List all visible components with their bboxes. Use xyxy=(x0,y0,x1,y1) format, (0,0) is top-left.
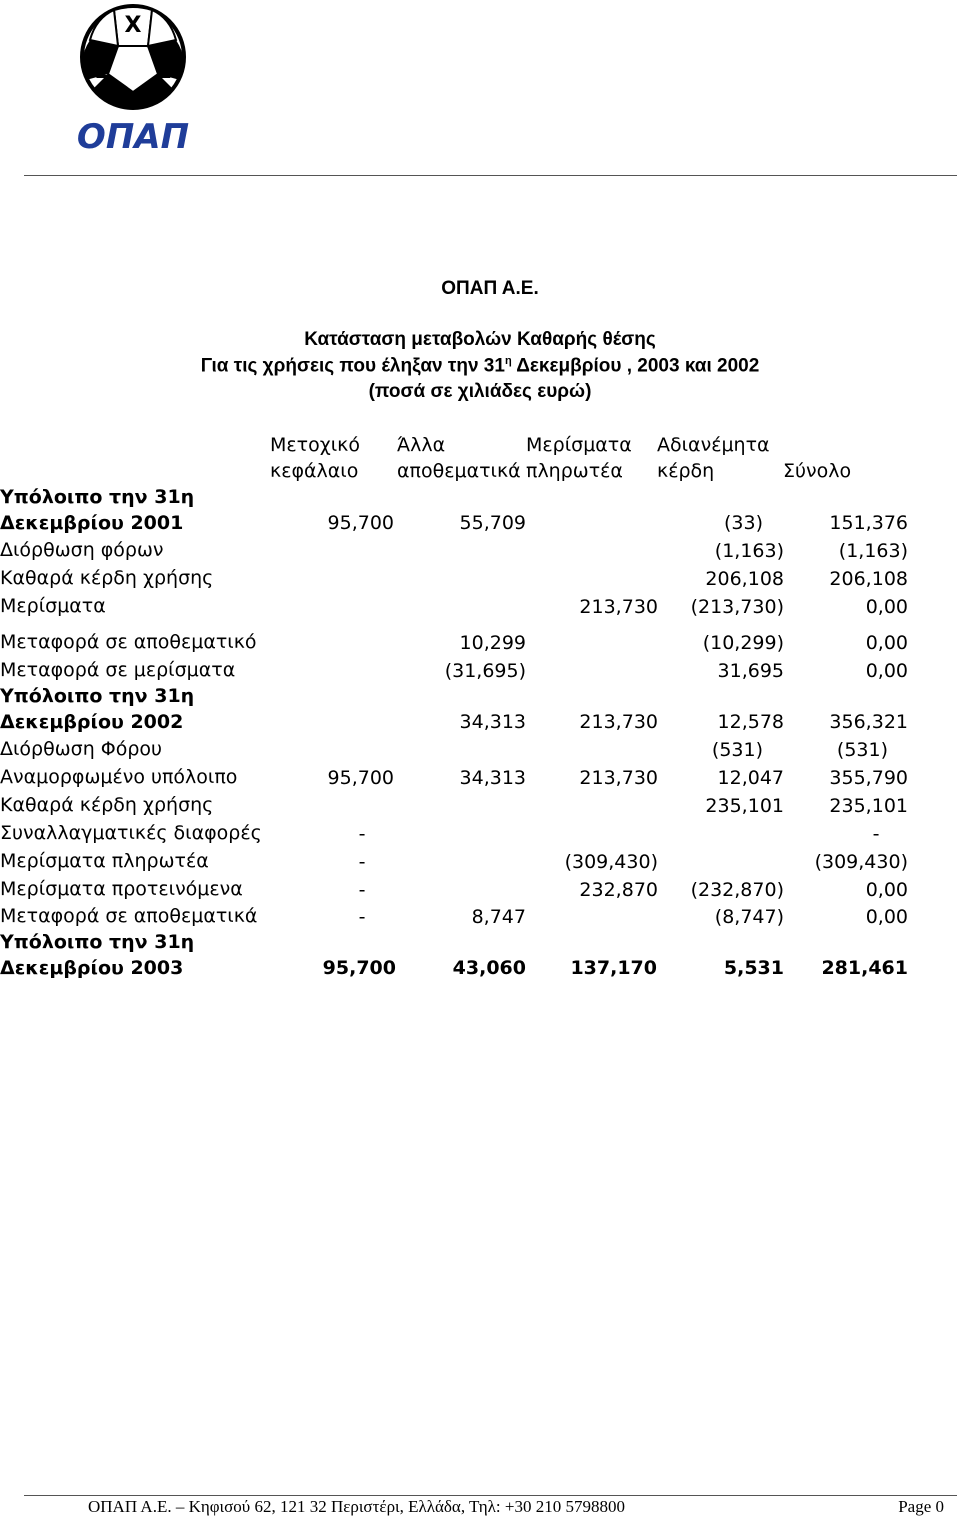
cell-other-reserves: 10,299 xyxy=(459,632,526,654)
row-label-line2: Δεκεμβρίου 2002 xyxy=(0,711,184,733)
col-retained-earnings xyxy=(657,432,770,484)
table-row xyxy=(0,764,960,792)
col-share-capital-line2: κεφάλαιο xyxy=(270,460,359,482)
cell-total: 281,461 xyxy=(821,957,908,979)
col-share-capital xyxy=(270,432,360,484)
table-row xyxy=(0,629,960,657)
cell-dividends-payable: 213,730 xyxy=(579,767,658,789)
page-number: Page 0 xyxy=(898,1497,944,1516)
company-name: ΟΠΑΠ Α.Ε. xyxy=(441,278,539,299)
statement-period-post: Δεκεμβρίου , 2003 και 2002 xyxy=(511,355,760,377)
row-label: Καθαρά κέρδη χρήσης xyxy=(0,794,214,816)
table-row xyxy=(0,792,960,820)
row-label: Διόρθωση φόρων xyxy=(0,539,164,561)
col-other-reserves-line1: Άλλα xyxy=(397,434,446,456)
row-label-line1: Υπόλοιπο την 31η xyxy=(0,931,195,953)
cell-total: 0,00 xyxy=(865,632,908,654)
logo-brand-text: ΟΠΑΠ xyxy=(76,117,190,152)
table-row-balance-2003 xyxy=(0,929,960,981)
cell-dividends-payable: 213,730 xyxy=(579,596,658,618)
statement-period xyxy=(0,355,960,377)
cell-dividends-payable: (309,430) xyxy=(564,851,658,873)
cell-share-capital: 95,700 xyxy=(322,957,396,979)
table-row xyxy=(0,876,960,904)
cell-other-reserves: 34,313 xyxy=(459,767,526,789)
table-row xyxy=(0,736,960,764)
row-label: Μεταφορά σε αποθεματικά xyxy=(0,905,258,927)
cell-retained-earnings: (8,747) xyxy=(714,906,784,928)
statement-period-pre: Για τις χρήσεις που έληξαν την 31 xyxy=(200,355,505,377)
table-row xyxy=(0,848,960,876)
cell-share-capital: - xyxy=(358,823,366,845)
table-row-balance-2002 xyxy=(0,683,960,735)
statement-title: Κατάσταση μεταβολών Καθαρής θέσης xyxy=(304,329,656,350)
footer-address: ΟΠΑΠ Α.Ε. – Κηφισού 62, 121 32 Περιστέρι, Ελλάδα, Τηλ: +30 210 5798800 xyxy=(88,1497,625,1516)
cell-retained-earnings: 206,108 xyxy=(705,568,784,590)
cell-share-capital: 95,700 xyxy=(327,767,394,789)
cell-total: (531) xyxy=(836,739,888,761)
row-label: Μερίσματα xyxy=(0,595,106,617)
cell-dividends-payable: 232,870 xyxy=(579,879,658,901)
cell-other-reserves: 43,060 xyxy=(452,957,526,979)
cell-other-reserves: 34,313 xyxy=(459,711,526,733)
cell-share-capital: - xyxy=(358,851,366,873)
opap-logo xyxy=(66,2,200,152)
col-dividends-payable-line2: πληρωτέα xyxy=(526,460,623,482)
table-row xyxy=(0,565,960,593)
table-row xyxy=(0,820,960,848)
col-dividends-payable xyxy=(526,432,632,484)
cell-retained-earnings: (1,163) xyxy=(714,540,784,562)
cell-retained-earnings: 12,578 xyxy=(717,711,784,733)
row-label xyxy=(0,683,194,735)
col-total: Σύνολο xyxy=(783,460,852,482)
row-label: Συναλλαγματικές διαφορές xyxy=(0,822,262,844)
cell-total: (309,430) xyxy=(814,851,908,873)
col-share-capital-line1: Μετοχικό xyxy=(270,434,360,456)
row-label: Μερίσματα πληρωτέα xyxy=(0,850,209,872)
row-label-line1: Υπόλοιπο την 31η xyxy=(0,685,195,707)
cell-total: 355,790 xyxy=(829,767,908,789)
table-row xyxy=(0,593,960,621)
cell-total: 0,00 xyxy=(865,906,908,928)
cell-retained-earnings: 12,047 xyxy=(717,767,784,789)
row-label: Διόρθωση Φόρου xyxy=(0,738,163,760)
row-label-line1: Υπόλοιπο την 31η xyxy=(0,486,195,508)
table-row xyxy=(0,903,960,931)
cell-total: 0,00 xyxy=(865,879,908,901)
statement-units: (ποσά σε χιλιάδες ευρώ) xyxy=(368,381,592,402)
cell-total: (1,163) xyxy=(838,540,908,562)
row-label: Καθαρά κέρδη χρήσης xyxy=(0,567,214,589)
cell-retained-earnings: (213,730) xyxy=(690,596,784,618)
cell-retained-earnings: (33) xyxy=(723,512,763,534)
cell-total: 206,108 xyxy=(829,568,908,590)
cell-other-reserves: 8,747 xyxy=(471,906,526,928)
cell-retained-earnings: (531) xyxy=(711,739,763,761)
table-row xyxy=(0,537,960,565)
col-dividends-payable-line1: Μερίσματα xyxy=(526,434,632,456)
row-label: Μεταφορά σε μερίσματα xyxy=(0,659,236,681)
cell-retained-earnings: (10,299) xyxy=(702,632,784,654)
row-label xyxy=(0,484,194,536)
col-retained-earnings-line1: Αδιανέμητα xyxy=(657,434,770,456)
ball-mark-2: 2 xyxy=(155,56,173,84)
row-label: Μεταφορά σε αποθεματικό xyxy=(0,631,257,653)
col-other-reserves xyxy=(397,432,521,484)
row-label: Μερίσματα προτεινόμενα xyxy=(0,878,243,900)
ball-mark-x: X xyxy=(124,13,142,38)
cell-total: 356,321 xyxy=(829,711,908,733)
row-label xyxy=(0,929,194,981)
cell-retained-earnings: 235,101 xyxy=(705,795,784,817)
page-footer xyxy=(0,1497,960,1519)
cell-dividends-payable: 137,170 xyxy=(570,957,657,979)
cell-retained-earnings: (232,870) xyxy=(690,879,784,901)
row-label-line2: Δεκεμβρίου 2003 xyxy=(0,957,184,979)
cell-share-capital: - xyxy=(358,879,366,901)
cell-retained-earnings: 5,531 xyxy=(723,957,784,979)
col-retained-earnings-line2: κέρδη xyxy=(657,460,715,482)
cell-total: 151,376 xyxy=(829,512,908,534)
cell-share-capital: 95,700 xyxy=(327,512,394,534)
footer-rule xyxy=(24,1495,957,1496)
row-label-line2: Δεκεμβρίου 2001 xyxy=(0,512,184,534)
ball-mark-1: 1 xyxy=(93,56,111,84)
statement-period-sup: η xyxy=(504,355,512,367)
cell-share-capital: - xyxy=(358,906,366,928)
col-other-reserves-line2: αποθεματικά xyxy=(397,460,521,482)
cell-retained-earnings: 31,695 xyxy=(717,660,784,682)
table-row-balance-2001 xyxy=(0,484,960,536)
cell-total: 0,00 xyxy=(865,596,908,618)
cell-other-reserves: (31,695) xyxy=(444,660,526,682)
header-rule xyxy=(24,175,957,176)
cell-other-reserves: 55,709 xyxy=(459,512,526,534)
cell-dividends-payable: 213,730 xyxy=(579,711,658,733)
cell-total: 235,101 xyxy=(829,795,908,817)
table-row xyxy=(0,657,960,685)
cell-total: 0,00 xyxy=(865,660,908,682)
row-label: Αναμορφωμένο υπόλοιπο xyxy=(0,766,238,788)
cell-total: - xyxy=(872,823,880,845)
